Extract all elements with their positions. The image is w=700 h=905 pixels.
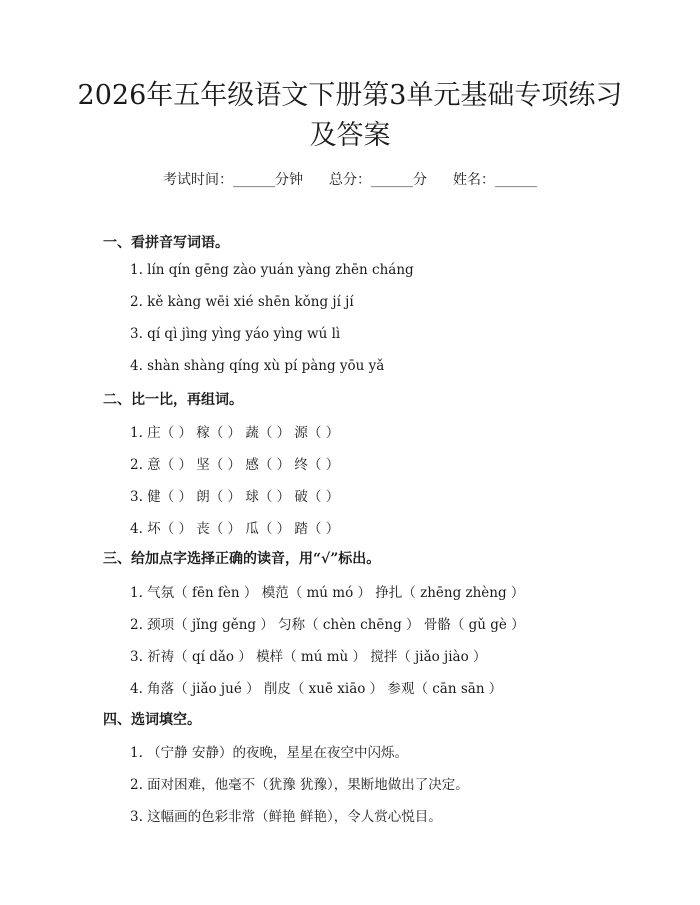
student-name-field: 姓名：______ [453, 172, 537, 188]
section-3-item-4: 4. 角落（ jiǎo jué ） 削皮（ xuē xiāo ） 参观（ cān sān ） [130, 681, 503, 697]
section-2-item-4: 4. 坏（ ） 丧（ ） 瓜（ ） 踏（ ） [130, 521, 340, 537]
section-4-item-1: 1. （宁静 安静）的夜晚，星星在夜空中闪烁。 [130, 745, 408, 761]
section-1-item-2: 2. kě kàng wēi xié shēn kǒng jí jí [130, 294, 354, 310]
section-3-item-3: 3. 祈祷（ qí dǎo ） 模样（ mú mù ） 搅拌（ jiǎo jiào ） [130, 649, 487, 665]
total-score-field: 总分：______分 [329, 172, 427, 188]
section-1-item-3: 3. qí qì jìng yìng yáo yìng wú lì [130, 326, 341, 342]
section-4-item-2: 2. 面对困难，他毫不（犹豫 犹豫），果断地做出了决定。 [130, 777, 469, 793]
section-2-item-3: 3. 健（ ） 朗（ ） 球（ ） 破（ ） [130, 489, 340, 505]
document-title: 2026年五年级语文下册第3单元基础专项练习及答案 [77, 80, 623, 151]
section-2-heading: 二、比一比，再组词。 [103, 392, 243, 408]
section-1-heading: 一、看拼音写词语。 [103, 235, 229, 251]
section-1-item-4: 4. shàn shàng qíng xù pí pàng yōu yǎ [130, 358, 385, 374]
exam-time-field: 考试时间：______分钟 [163, 172, 303, 188]
section-3-heading: 三、给加点字选择正确的读音，用“√”标出。 [103, 551, 381, 567]
exam-meta [0, 169, 700, 189]
section-4-heading: 四、选词填空。 [103, 712, 201, 728]
section-3-item-1: 1. 气氛（ fēn fèn ） 模范（ mú mó ） 挣扎（ zhēng zhèng ） [130, 585, 525, 601]
section-3-item-2: 2. 颈项（ jǐng gěng ） 匀称（ chèn chēng ） 骨骼（ gǔ gè ） [130, 617, 525, 633]
section-2-item-1: 1. 庄（ ） 稼（ ） 蔬（ ） 源（ ） [130, 425, 340, 441]
section-4-item-3: 3. 这幅画的色彩非常（鲜艳 鲜艳），令人赏心悦目。 [130, 809, 442, 825]
section-2-item-2: 2. 意（ ） 坚（ ） 感（ ） 终（ ） [130, 457, 340, 473]
section-1-item-1: 1. lín qín gēng zào yuán yàng zhēn cháng [130, 262, 414, 278]
